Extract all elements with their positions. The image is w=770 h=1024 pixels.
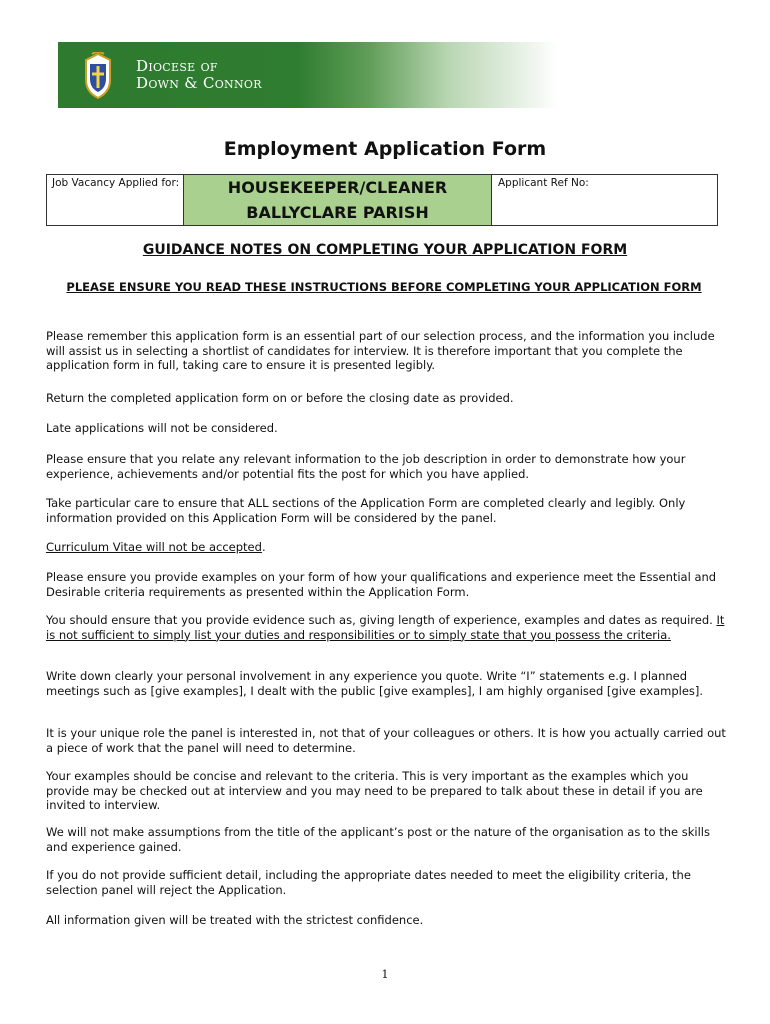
cv-notice-end: . <box>261 540 266 554</box>
guidance-paragraph: It is your unique role the panel is interested in, not that of your colleagues or others. It is how you actually carried out a piece of work that the panel will need to determine. <box>46 726 726 755</box>
evidence-paragraph <box>46 613 726 642</box>
diocese-name-line2: Down & Connor <box>136 74 262 92</box>
job-vacancy-label: Job Vacancy Applied for: <box>47 175 184 225</box>
cv-notice <box>46 540 726 555</box>
guidance-paragraph: All information given will be treated with the strictest confidence. <box>46 913 424 927</box>
diocese-banner <box>58 42 558 108</box>
evidence-underlined: It is not sufficient to simply list your duties and responsibilities or to simply state that you possess the criteria. <box>46 613 725 642</box>
guidance-paragraph: Write down clearly your personal involvement in any experience you quote. Write “I” statements e.g. I planned meetings such as [give examples], I dealt with the public [give examples], I am highly organised [give examples]. <box>46 669 704 698</box>
instruction-notice: PLEASE ENSURE YOU READ THESE INSTRUCTIONS BEFORE COMPLETING YOUR APPLICATION FORM <box>66 280 702 294</box>
applicant-ref-field[interactable] <box>492 175 717 225</box>
applicant-ref-label: Applicant Ref No: <box>498 177 589 189</box>
guidance-paragraph: Your examples should be concise and relevant to the criteria. This is very important as the examples which you provide may be checked out at interview and you may need to be prepared to talk about these in detail if you are invited to interview. <box>46 769 703 812</box>
job-position: HOUSEKEEPER/CLEANER <box>227 178 448 197</box>
guidance-paragraph: If you do not provide sufficient detail, including the appropriate dates needed to meet the eligibility criteria, the selection panel will reject the Application. <box>46 868 691 897</box>
job-location: BALLYCLARE PARISH <box>246 203 429 222</box>
guidance-paragraph: Please ensure you provide examples on your form of how your qualifications and experience meet the Essential and Desirable criteria requirements as presented within the Application Form. <box>46 570 717 599</box>
page-number: 1 <box>381 968 389 981</box>
evidence-text: You should ensure that you provide evidence such as, giving length of experience, examples and dates as required. <box>46 613 717 627</box>
guidance-paragraph: We will not make assumptions from the title of the applicant’s post or the nature of the organisation as to the skills and experience gained. <box>46 825 710 854</box>
diocese-name-line1: Diocese of <box>136 57 218 75</box>
diocese-name <box>136 58 262 92</box>
job-vacancy-title-cell <box>184 175 492 225</box>
guidance-paragraph: Please remember this application form is an essential part of our selection process, and the information you include will assist us in selecting a shortlist of candidates for interview. It is therefore important that you complete the application form in full, taking care to ensure it is presented legibly. <box>46 329 715 372</box>
guidance-paragraph: Late applications will not be considered. <box>46 421 278 435</box>
job-vacancy-table <box>46 174 718 226</box>
guidance-heading: GUIDANCE NOTES ON COMPLETING YOUR APPLICATION FORM <box>142 242 628 258</box>
diocese-crest-logo <box>80 52 116 100</box>
guidance-paragraph: Please ensure that you relate any relevant information to the job description in order to demonstrate how your experience, achievements and/or potential fits the post for which you have applied. <box>46 452 686 481</box>
guidance-paragraph: Take particular care to ensure that ALL sections of the Application Form are completed clearly and legibly. Only information provided on this Application Form will be considered by the panel. <box>46 496 686 525</box>
form-title: Employment Application Form <box>223 138 547 160</box>
cv-notice-underlined: Curriculum Vitae will not be accepted <box>46 540 262 554</box>
guidance-paragraph: Return the completed application form on or before the closing date as provided. <box>46 391 514 405</box>
